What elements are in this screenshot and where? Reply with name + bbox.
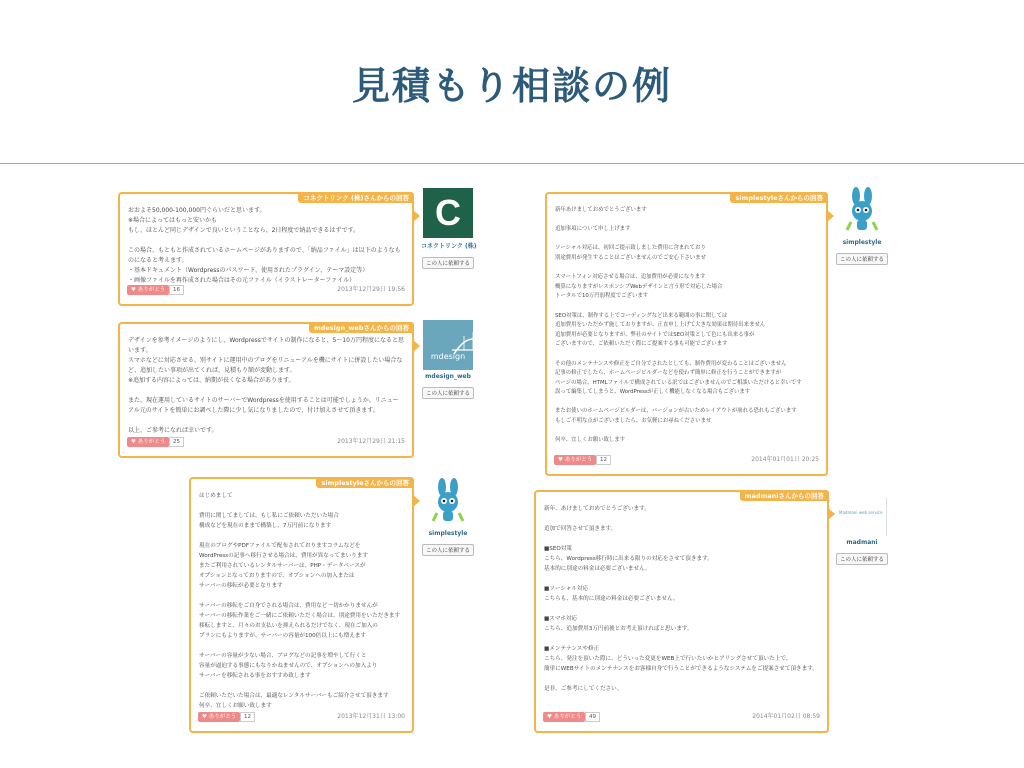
vendor-name[interactable]: simplestyle xyxy=(842,239,882,246)
madmani-logo-icon[interactable] xyxy=(837,498,887,536)
answer-tag: simplestyleさんからの回答 xyxy=(730,192,828,203)
answer-tag: madmaniさんからの回答 xyxy=(740,490,829,501)
speech-arrow xyxy=(413,495,420,507)
answer-date: 2014年01月01日 20:25 xyxy=(751,456,819,463)
thanks-button[interactable] xyxy=(198,712,240,722)
answer-text: はじめまして 費用に関してましては、もし私にご依頼いただいた場合 構成などを現在のままで構築し、7万円前になります 現在のブログやPDFファイルで配布されておりますコラムなどを WordPressの記事へ移行させる場合は、費用が異なってまいります またご利用されているレンタルサーバーは、PHP・データベースが オプションとなっておりますので、オプションへの加入または サーバーの移転が必要となります サーバーの移転をご自身でされる場合は、費用など一切かかりませんが サーバーの移転作業をご一緒にご依頼いただく場合は、別途費用をいただきます 移転しますと、月々のお支払いを抑えられるだけでなく、現在ご加入の プランにもよりますが、サーバーの容量が100倍以上にも増えます サーバーの容量が少ない場合、ブログなどの記事を増やして行くと 容量が逼迫する事態にもなりかねませんので、オプションへの加入より サーバーを移転される事をおすすめ致します ご依頼いただいた場合は、最適なレンタルサーバーもご紹介させて頂きます 何卒、宜しくお願い致します xyxy=(199,493,401,709)
answer-footer xyxy=(127,437,405,448)
answer-footer xyxy=(543,712,820,723)
answer-card xyxy=(545,192,828,476)
bridge-icon xyxy=(448,326,498,356)
rabbit-mascot-icon[interactable] xyxy=(423,477,473,527)
answer-text: おおよそ50,000-100,000円ぐらいだと思います。 ※場合によってはもっと安いかも もし、ほとんど同じデザインで良いということなら、2日程度で納品できるはずです。 この場合、もともと作成されているホームページがありますので、「納品ファイル」は以下のようなものになると考えます。 ・基本ドキュメント（Wordpressのパスワード、使用されたプラグイン、テーマ設定等） ・画像ファイルを再作成された場合はその元ファイル（イラストレーターファイル） xyxy=(128,207,401,284)
speech-arrow xyxy=(827,210,834,222)
thanks-count: 12 xyxy=(596,455,611,465)
heart-icon: ♥ xyxy=(131,287,136,293)
hire-button[interactable]: この人に依頼する xyxy=(422,544,474,556)
thanks-label: ありがとう xyxy=(564,457,593,463)
vendor-profile xyxy=(421,188,475,269)
thanks-button[interactable] xyxy=(554,455,596,465)
hire-button[interactable]: この人に依頼する xyxy=(836,253,888,265)
thanks-count: 16 xyxy=(169,285,184,295)
slide-title: 見積もり相談の例 xyxy=(351,64,672,108)
vendor-name[interactable]: simplestyle xyxy=(428,530,468,537)
speech-arrow xyxy=(828,508,835,520)
vendor-name[interactable]: mdesign_web xyxy=(425,373,471,380)
vendor-profile xyxy=(421,320,475,399)
mdesign-bridge-logo-icon[interactable] xyxy=(423,320,473,370)
vendor-profile xyxy=(835,186,889,265)
answer-card xyxy=(189,477,414,733)
answer-card xyxy=(118,322,414,458)
thanks-count: 49 xyxy=(585,712,600,722)
answer-tag: simplestyleさんからの回答 xyxy=(316,477,414,488)
answer-text: デザインを参考イメージのようにし、Wordpressでサイトの制作になると、5〜10万円程度になると思います。 スマホなどに対応させる、別サイトに運用中のブログをリニューアルを機にサイトに併設したい場合など、追加したい事項が出てくれば、見積もり額が変動します。 ※追加する内容によっては、納期が長くなる場合があります。 また、現在運用しているサイトのサーバーでWordpressを使用することは可能でしょうか。リニューアル元のサイトを簡単にお調べした際に少し気になりましたので、付け加えさせて頂きます。 以上、ご参考になれば幸いです。 xyxy=(128,337,404,434)
answer-text: 新年、あけましておめでとうございます。 追加で回答させて頂きます。 ■SEO対策 こちら、Wordpress移行時に出来る限りの対応をさせて頂きます。 基本的に別途の料金は必要ございません。 ■ソーシャル対応 こちらも、基本的に別途の料金は必要ございません。 ■スマホ対応 こちら、追加費用3万円前後とお考え頂ければと思います。 ■メンテナンスや修正 こちら、発注を頂いた際に、どういった変更をWEB上で行いたいかヒアリングさせて頂いた上で、 簡単にWEBサイトのメンテナンスをお客様自身で行うことができるようなシステムをご提案させて頂きます。 是非、ご参考にしてください。 xyxy=(544,506,818,692)
thanks-label: ありがとう xyxy=(137,439,166,445)
speech-arrow xyxy=(413,210,420,222)
vendor-profile xyxy=(421,477,475,556)
answer-footer xyxy=(198,712,405,723)
vendor-profile xyxy=(835,498,889,565)
thanks-button[interactable] xyxy=(543,712,585,722)
hire-button[interactable]: この人に依頼する xyxy=(836,553,888,565)
hire-button[interactable]: この人に依頼する xyxy=(422,257,474,269)
thanks-label: ありがとう xyxy=(208,714,237,720)
thanks-count: 12 xyxy=(240,712,255,722)
connectlink-logo-icon[interactable]: C xyxy=(423,188,473,238)
answer-date: 2013年12月31日 13:00 xyxy=(337,713,405,720)
thanks-label: ありがとう xyxy=(553,714,582,720)
answer-tag: mdesign_webさんからの回答 xyxy=(309,322,414,333)
vendor-name[interactable]: madmani xyxy=(846,539,878,546)
thanks-count: 25 xyxy=(169,437,184,447)
heart-icon: ♥ xyxy=(202,714,207,720)
thanks-button[interactable] xyxy=(127,437,169,447)
answer-date: 2014年01月02日 08:59 xyxy=(752,713,820,720)
answer-footer xyxy=(127,285,405,296)
vendor-name[interactable]: コネクトリンク (株) xyxy=(421,243,477,250)
heart-icon: ♥ xyxy=(547,714,552,720)
speech-arrow xyxy=(413,340,420,352)
heart-icon: ♥ xyxy=(558,457,563,463)
rabbit-mascot-icon[interactable] xyxy=(837,186,887,236)
answer-tag: コネクトリンク (株)さんからの回答 xyxy=(298,192,414,203)
madmani-logo-text: Madmani web service xyxy=(839,510,883,515)
answer-date: 2013年12月29日 19:56 xyxy=(337,286,405,293)
heart-icon: ♥ xyxy=(131,439,136,445)
answer-date: 2013年12月29日 21:15 xyxy=(337,438,405,445)
title-divider xyxy=(0,163,1024,164)
answer-text: 新年あけましておめでとうございます 追加事項について申し上げます ソーシャル対応は、初回ご提示致しました費用に含まれており 別途費用が発生することはございませんのでご安心下さいませ スマートフォン対応させる場合は、追加費用が必要になります 概算になりますがレスポンシブWebデザインと言う形で対応した場合 トータルで10万円弱程度でございます SEO対策は、制作する上でコーディングなど出来る範囲の事に関しては 追加費用をいただかず施しておりますが、正直申し上げて大きな効果は期待出来ません 追加費用が必要となりますが、弊社のサイトではSEO対策として色にも出来る事が ございますので、ご依頼いただく際にご提案する事も可能でございます その他のメンテナンスや修正をご自分でされたとしても、制作費用が変わることはございません 記事の修正でしたら、ホームページビルダーなどを使わず簡単に修正を行うことができますが ページの場合、HTMLファイルで構成されている訳ではございませんのでご相談いただけると幸いです 誤って編集してしまうと、WordPressが正しく機能しなくなる場合もございます またお使いのホームページビルダーは、バージョンが古いためレイアウトが崩れる恐れもございます もしご不明な点がございましたら、お気軽にお尋ねくださいませ 何卒、宜しくお願い致します xyxy=(555,207,802,444)
answer-card xyxy=(534,490,829,733)
hire-button[interactable]: この人に依頼する xyxy=(422,387,474,399)
answer-footer xyxy=(554,455,819,466)
thanks-label: ありがとう xyxy=(137,287,166,293)
mdesign-logo-text: mdesign xyxy=(430,352,466,361)
answer-card xyxy=(118,192,414,306)
thanks-button[interactable] xyxy=(127,285,169,295)
